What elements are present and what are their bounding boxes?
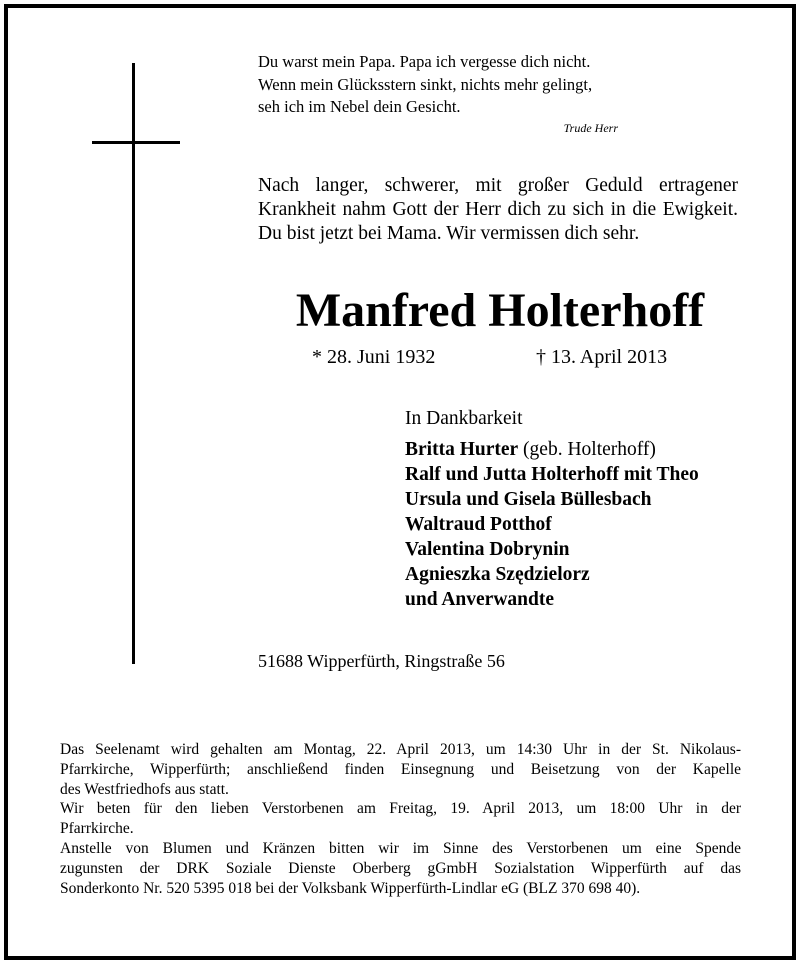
mourner-name: Agnieszka Szędzielorz (405, 564, 590, 585)
intro-text (258, 174, 738, 246)
mourner-name: und Anverwandte (405, 589, 554, 610)
birth-date: * 28. Juni 1932 (312, 346, 436, 368)
mourners-list (405, 437, 699, 612)
mourner-entry (405, 462, 699, 487)
intro-line: Nach langer, schwerer, mit großer Geduld ertragener (258, 175, 738, 196)
notice-line: zugunsten der DRK Soziale Dienste Oberberg gGmbH Sozialstation Wipperfürth auf das (60, 859, 741, 877)
notice-line: Pfarrkirche, Wipperfürth; anschließend finden Einsegnung und Beisetzung von der Kapelle (60, 760, 741, 778)
deceased-name: Manfred Holterhoff (295, 284, 705, 337)
mourner-name: Britta Hurter (405, 439, 519, 460)
mourner-note: (geb. Holterhoff) (518, 439, 656, 460)
mourner-entry (405, 487, 699, 512)
notice-line: Das Seelenamt wird gehalten am Montag, 22. April 2013, um 14:30 Uhr in der St. Nikolaus- (60, 741, 741, 758)
intro-line: Krankheit nahm Gott der Herr dich zu sich in die Ewigkeit. (258, 199, 738, 220)
mourner-entry (405, 537, 699, 562)
notice-line: Anstelle von Blumen und Kränzen bitten wir im Sinne des Verstorbenen um eine Spende (60, 839, 741, 857)
mourner-entry (405, 437, 699, 462)
mourner-name: Valentina Dobrynin (405, 539, 570, 560)
mourners-heading: In Dankbarkeit (405, 408, 523, 429)
notice-line: Wir beten für den lieben Verstorbenen am Freitag, 19. April 2013, um 18:00 Uhr in der (60, 800, 741, 818)
cross-icon (132, 63, 135, 664)
notice-line: des Westfriedhofs aus statt. (60, 780, 229, 798)
mourner-entry (405, 587, 699, 612)
mourner-name: Ralf und Jutta Holterhoff mit Theo (405, 464, 699, 485)
mourner-entry (405, 512, 699, 537)
death-date: † 13. April 2013 (536, 346, 668, 368)
poem-line: Wenn mein Glücksstern sinkt, nichts mehr gelingt, (258, 74, 593, 94)
notice-line: Pfarrkirche. (60, 820, 134, 838)
address: 51688 Wipperfürth, Ringstraße 56 (258, 651, 505, 671)
mourner-name: Ursula und Gisela Büllesbach (405, 489, 652, 510)
poem-line: seh ich im Nebel dein Gesicht. (258, 97, 461, 116)
mourner-name: Waltraud Potthof (405, 514, 552, 535)
poem-line: Du warst mein Papa. Papa ich vergesse dich nicht. (258, 52, 591, 71)
poem (258, 51, 658, 119)
poem-author: Trude Herr (563, 121, 618, 135)
intro-line: Du bist jetzt bei Mama. Wir vermissen dich sehr. (258, 223, 640, 244)
cross-icon-crossbar (92, 141, 180, 144)
service-notice (60, 740, 741, 898)
notice-line: Sonderkonto Nr. 520 5395 018 bei der Volksbank Wipperfürth-Lindlar eG (BLZ 370 698 40). (60, 879, 641, 897)
mourner-entry (405, 562, 699, 587)
